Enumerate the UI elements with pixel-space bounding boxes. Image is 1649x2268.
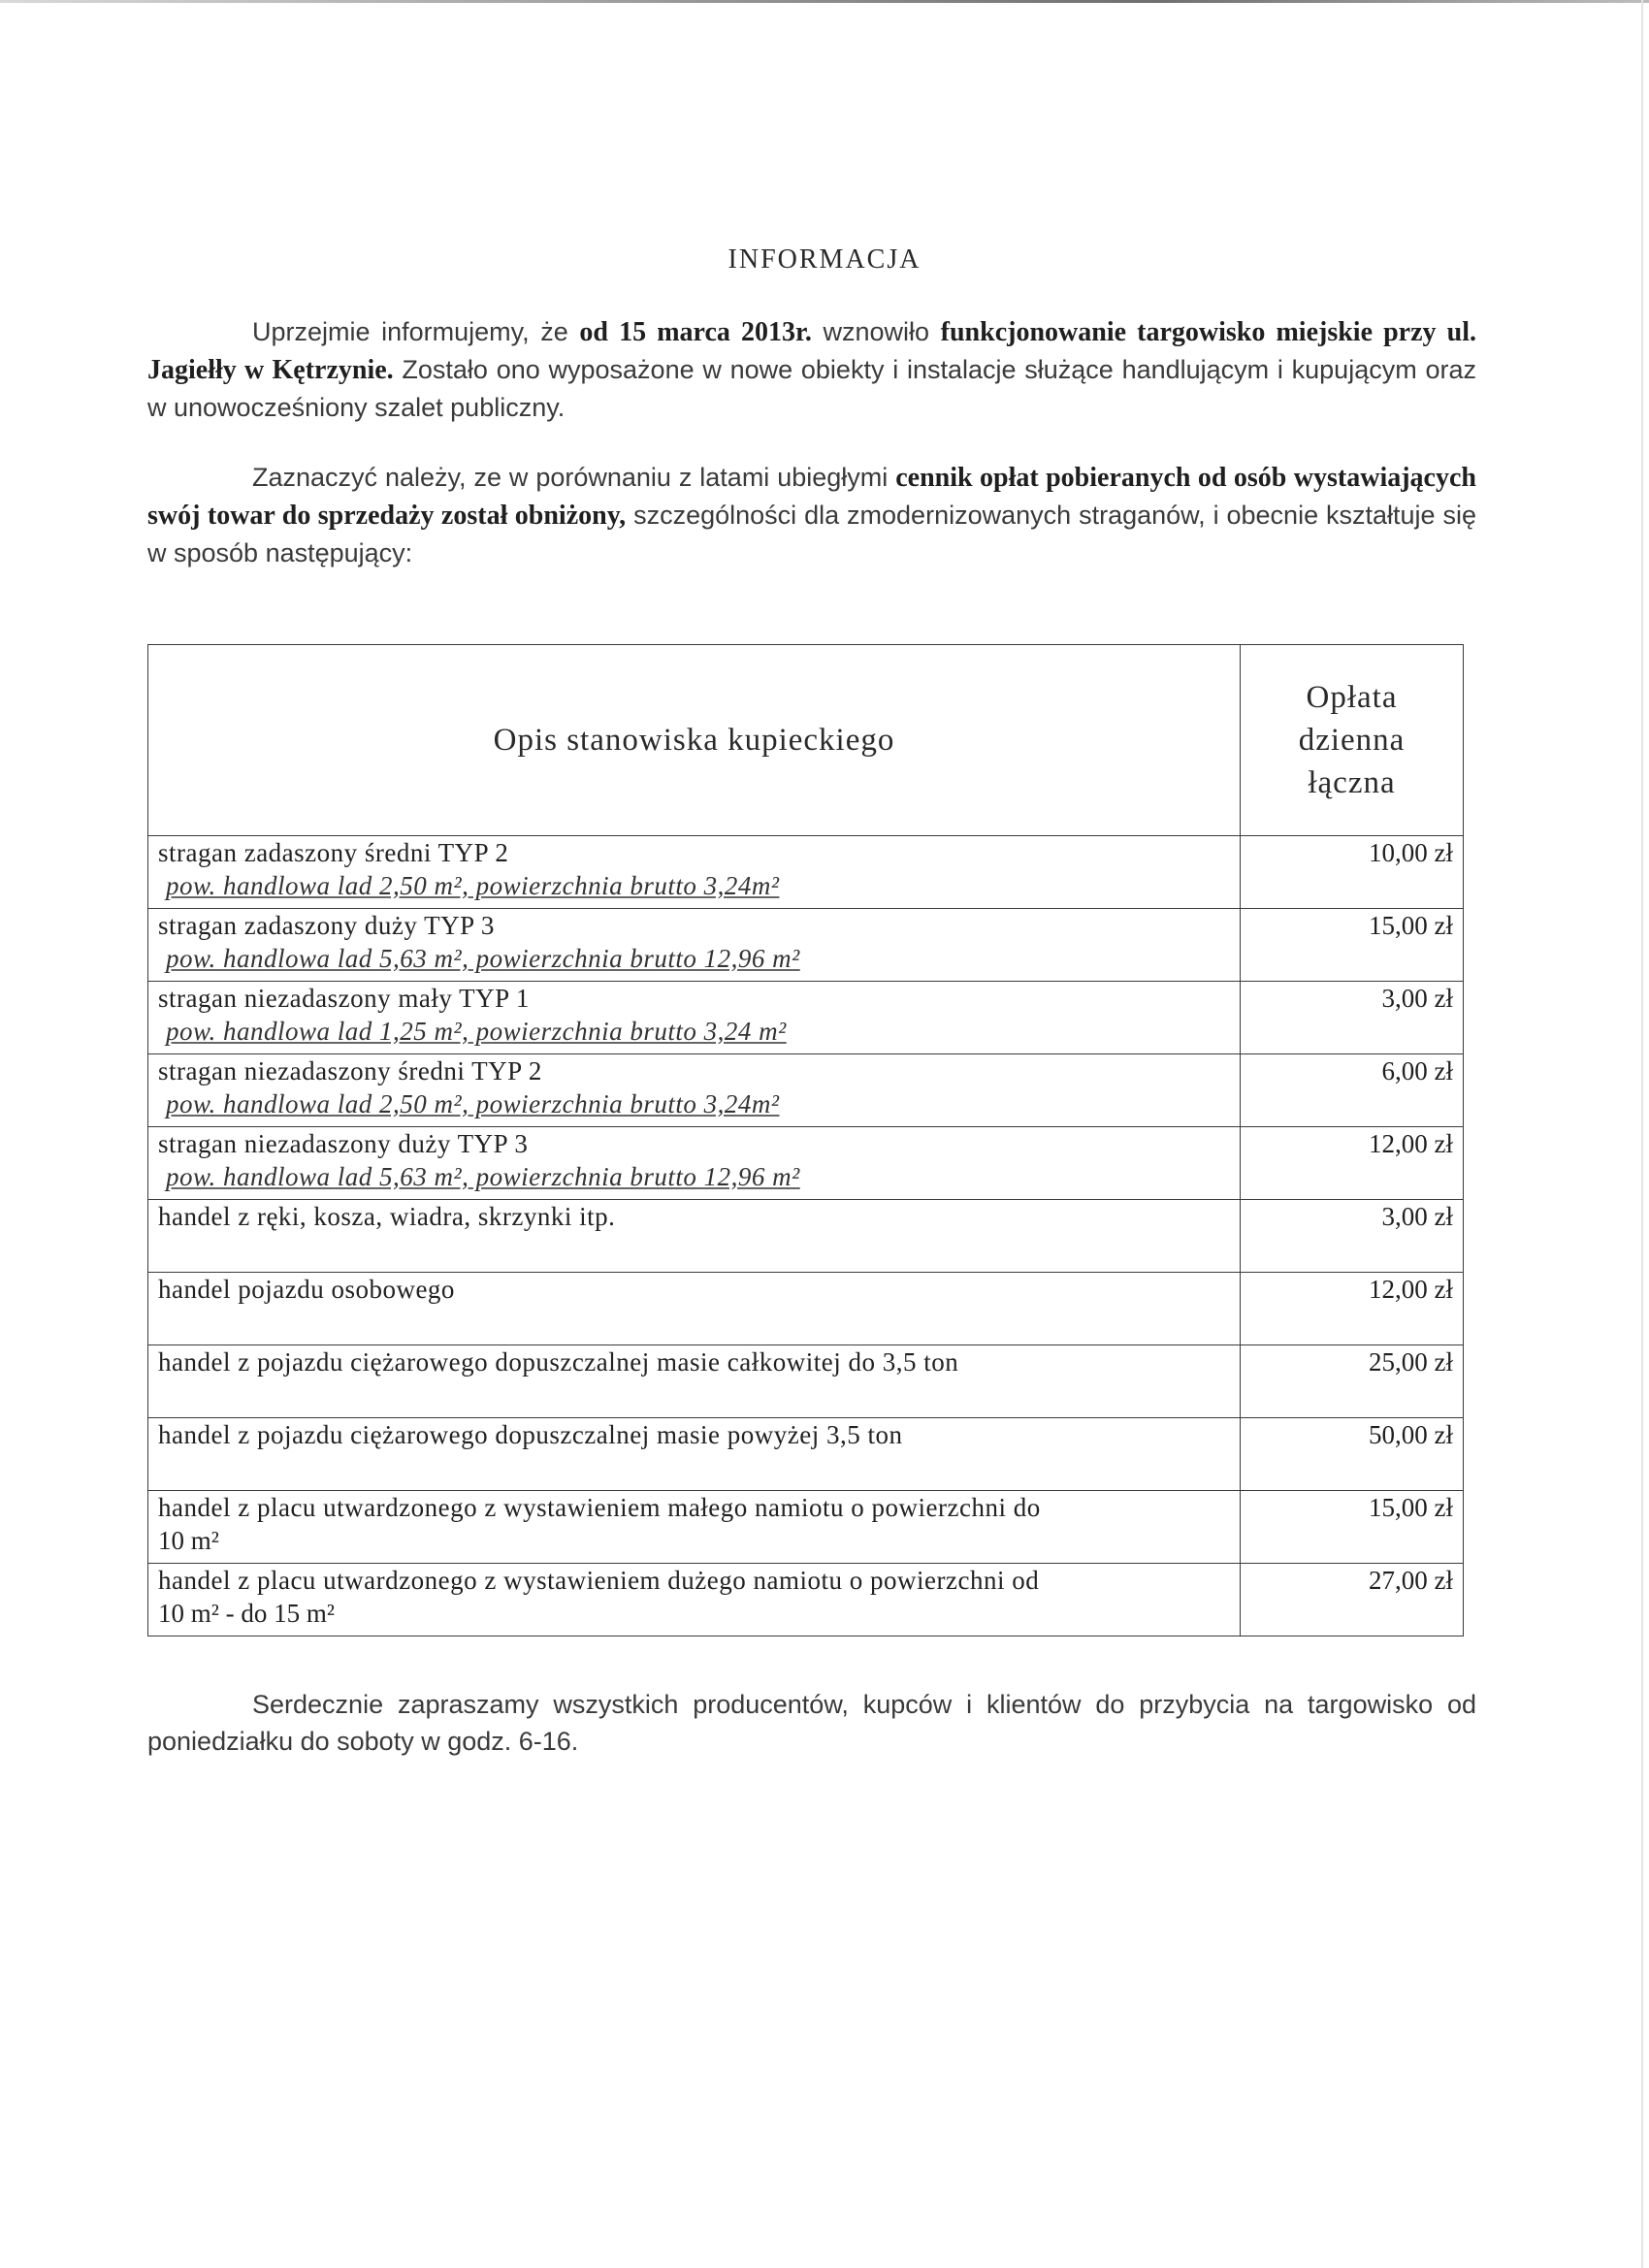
row-detail: 10 m² - do 15 m² [158,1599,335,1628]
row-fee: 6,00 zł [1241,1054,1464,1127]
table-row [148,1054,1464,1127]
header-fee-line-1: Opłata [1306,680,1398,715]
row-description [148,1054,1241,1127]
table-row [148,1127,1464,1200]
row-title: handel z placu utwardzonego z wystawieniem małego namiotu o powierzchni do [158,1493,1041,1522]
table-row [148,982,1464,1054]
table-row [148,1491,1464,1564]
row-title: stragan niezadaszony mały TYP 1 [158,984,530,1013]
row-description [148,1127,1241,1200]
row-title: handel z placu utwardzonego z wystawieniem dużego namiotu o powierzchni od [158,1566,1040,1595]
row-fee: 27,00 zł [1241,1564,1464,1636]
row-fee: 25,00 zł [1241,1345,1464,1418]
table-row [148,909,1464,982]
row-detail: 10 m² [158,1526,219,1555]
row-description [148,982,1241,1054]
row-fee: 12,00 zł [1241,1127,1464,1200]
row-detail: pow. handlowa lad 2,50 m², powierzchnia brutto 3,24m² [166,871,780,900]
row-fee: 3,00 zł [1241,982,1464,1054]
row-description [148,1200,1241,1273]
document-title: INFORMACJA [728,244,922,275]
table-row [148,1345,1464,1418]
row-description [148,1273,1241,1345]
row-description [148,1564,1241,1636]
table-row [148,1200,1464,1273]
row-title: stragan niezadaszony duży TYP 3 [158,1129,529,1158]
row-fee: 10,00 zł [1241,836,1464,909]
row-title: handel pojazdu osobowego [158,1275,455,1304]
row-fee: 15,00 zł [1241,1491,1464,1564]
header-fee-line-2: dzienna [1298,723,1406,758]
pricing-bold: cennik opłat pobieranych od osób wystawiających swój towar do sprzedaży został obniżony, [147,463,1476,531]
row-detail: pow. handlowa lad 5,63 m², powierzchnia brutto 12,96 m² [166,944,800,973]
row-title: stragan niezadaszony średni TYP 2 [158,1056,542,1085]
intro-paragraph [147,313,1476,426]
row-description [148,1491,1241,1564]
closing-paragraph: Serdecznie zapraszamy wszystkich producentów, kupców i klientów do przybycia na targowisko od poniedziałku do soboty w godz. 6-16. [147,1690,1476,1756]
table-row [148,1273,1464,1345]
table-row [148,1564,1464,1636]
row-detail: pow. handlowa lad 1,25 m², powierzchnia brutto 3,24 m² [166,1017,787,1046]
row-fee: 12,00 zł [1241,1273,1464,1345]
row-title: handel z pojazdu ciężarowego dopuszczalnej masie powyżej 3,5 ton [158,1420,903,1449]
pricing-text-1: Zaznaczyć należy, ze w porównaniu z latami ubiegłymi [252,463,896,492]
header-fee-line-3: łączna [1308,765,1396,800]
fee-table [147,644,1464,1636]
scan-top-edge [0,0,1649,3]
row-description [148,909,1241,982]
row-title: handel z pojazdu ciężarowego dopuszczalnej masie całkowitej do 3,5 ton [158,1347,959,1377]
pricing-paragraph [147,459,1476,571]
table-row [148,836,1464,909]
fee-table-header [148,645,1464,836]
intro-text-1: Uprzejmie informujemy, że [252,317,580,346]
scan-right-edge [1641,0,1643,2268]
row-description [148,1418,1241,1491]
header-description: Opis stanowiska kupieckiego [148,645,1241,836]
row-detail: pow. handlowa lad 5,63 m², powierzchnia brutto 12,96 m² [166,1162,800,1191]
pricing-text-2: szczególności dla zmodernizowanych straganów, i obecnie kształtuje się w sposób następujący: [147,501,1476,567]
row-title: stragan zadaszony średni TYP 2 [158,838,509,867]
intro-bold-date: od 15 marca 2013r. [579,317,812,347]
row-description [148,1345,1241,1418]
header-fee [1241,645,1464,836]
row-fee: 50,00 zł [1241,1418,1464,1491]
table-row [148,1418,1464,1491]
row-fee: 3,00 zł [1241,1200,1464,1273]
row-fee: 15,00 zł [1241,909,1464,982]
row-description [148,836,1241,909]
row-detail: pow. handlowa lad 2,50 m², powierzchnia brutto 3,24m² [166,1089,780,1118]
row-title: handel z ręki, kosza, wiadra, skrzynki itp. [158,1202,616,1231]
intro-text-3: Zostało ono wyposażone w nowe obiekty i instalacje służące handlującym i kupującym oraz w unowocześniony szalet publiczny. [147,355,1476,422]
intro-text-2: wznowiło [811,317,941,346]
row-title: stragan zadaszony duży TYP 3 [158,911,495,940]
intro-bold-market: funkcjonowanie targowisko miejskie przy ul. Jagiełły w Kętrzynie. [147,317,1477,385]
